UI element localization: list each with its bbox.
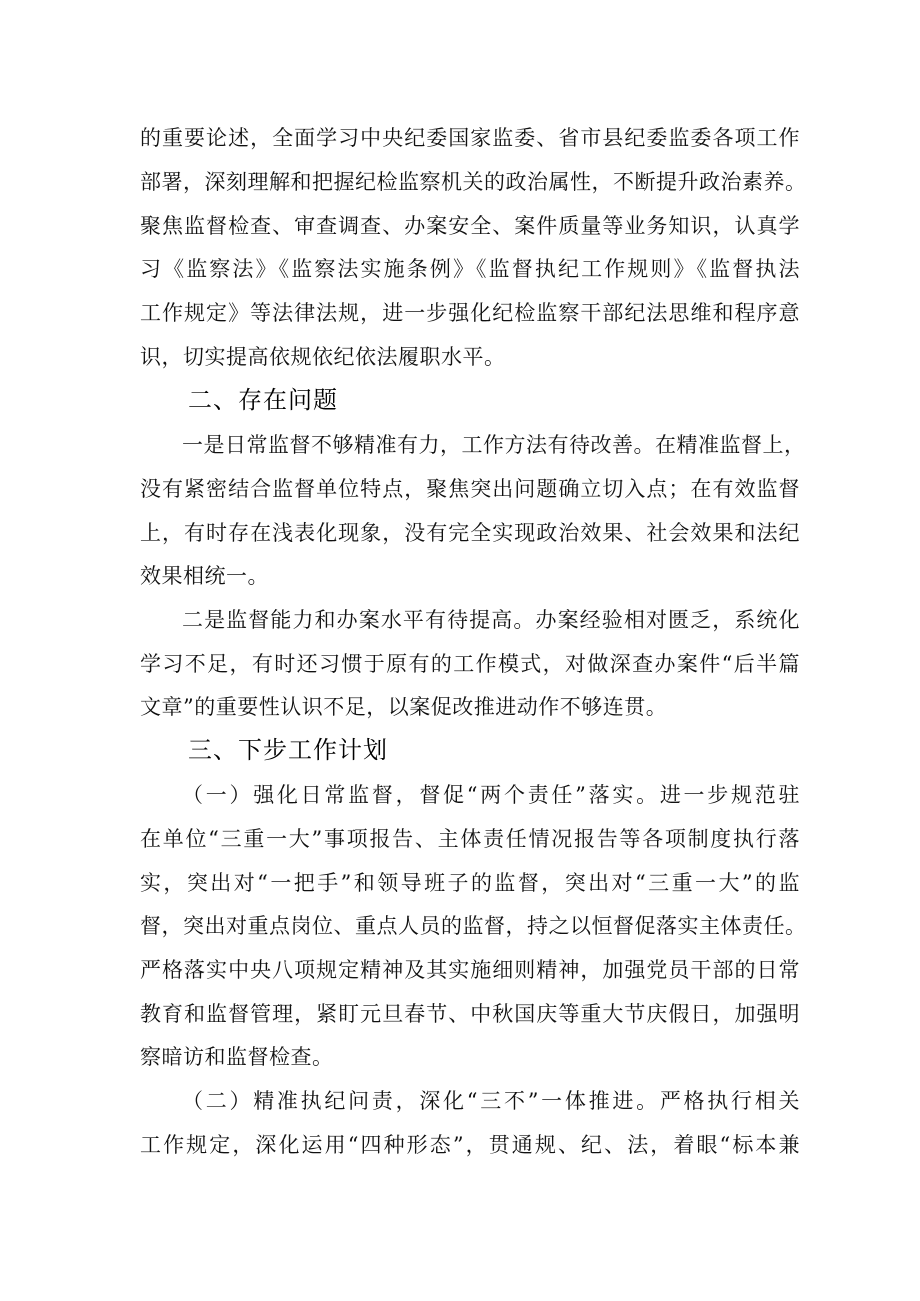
- s2-p1-line-4: 效果相统一。: [140, 564, 269, 588]
- section3-heading: 三、下步工作计划: [188, 736, 388, 764]
- s3-p1-line-3: 实，突出对“一把手”和领导班子的监督，突出对“三重一大”的监: [140, 871, 800, 895]
- intro-line-4: 习《监察法》《监察法实施条例》《监督执纪工作规则》《监督执法: [140, 257, 800, 281]
- s3-p1-line-7: 察暗访和监督检查。: [140, 1045, 334, 1069]
- s3-p1-line-2: 在单位“三重一大”事项报告、主体责任情况报告等各项制度执行落: [140, 827, 800, 851]
- s3-p2-line-2: 工作规定，深化运用“四种形态”，贯通规、纪、法，着眼“标本兼: [140, 1133, 800, 1157]
- s3-p1-line-5: 严格落实中央八项规定精神及其实施细则精神，加强党员干部的日常: [140, 958, 800, 982]
- intro-line-1: 的重要论述，全面学习中央纪委国家监委、省市县纪委监委各项工作: [140, 126, 800, 150]
- intro-line-6: 识，切实提高依规依纪依法履职水平。: [140, 345, 506, 369]
- intro-line-2: 部署，深刻理解和把握纪检监察机关的政治属性，不断提升政治素养。: [140, 170, 807, 194]
- s3-p1-line-1: （一）强化日常监督，督促“两个责任”落实。进一步规范驻: [182, 783, 800, 807]
- intro-line-3: 聚焦监督检查、审查调查、办案安全、案件质量等业务知识，认真学: [140, 214, 800, 238]
- s3-p1-line-4: 督，突出对重点岗位、重点人员的监督，持之以恒督促落实主体责任。: [140, 914, 807, 938]
- s2-p2-line-2: 学习不足，有时还习惯于原有的工作模式，对做深查办案件“后半篇: [140, 652, 800, 676]
- s2-p1-line-3: 上，有时存在浅表化现象，没有完全实现政治效果、社会效果和法纪: [140, 521, 800, 545]
- s2-p1-line-2: 没有紧密结合监督单位特点，聚焦突出问题确立切入点；在有效监督: [140, 477, 800, 501]
- s3-p1-line-6: 教育和监督管理，紧盯元旦春节、中秋国庆等重大节庆假日，加强明: [140, 1002, 800, 1026]
- section2-heading: 二、存在问题: [188, 386, 338, 414]
- intro-line-5: 工作规定》等法律法规，进一步强化纪检监察干部纪法思维和程序意: [140, 301, 800, 325]
- s2-p2-line-1: 二是监督能力和办案水平有待提高。办案经验相对匮乏，系统化: [182, 608, 800, 632]
- s2-p1-line-1: 一是日常监督不够精准有力，工作方法有待改善。在精准监督上，: [182, 433, 806, 457]
- s2-p2-line-3: 文章”的重要性认识不足，以案促改推进动作不够连贯。: [140, 695, 668, 719]
- s3-p2-line-1: （二）精准执纪问责，深化“三不”一体推进。严格执行相关: [182, 1089, 800, 1113]
